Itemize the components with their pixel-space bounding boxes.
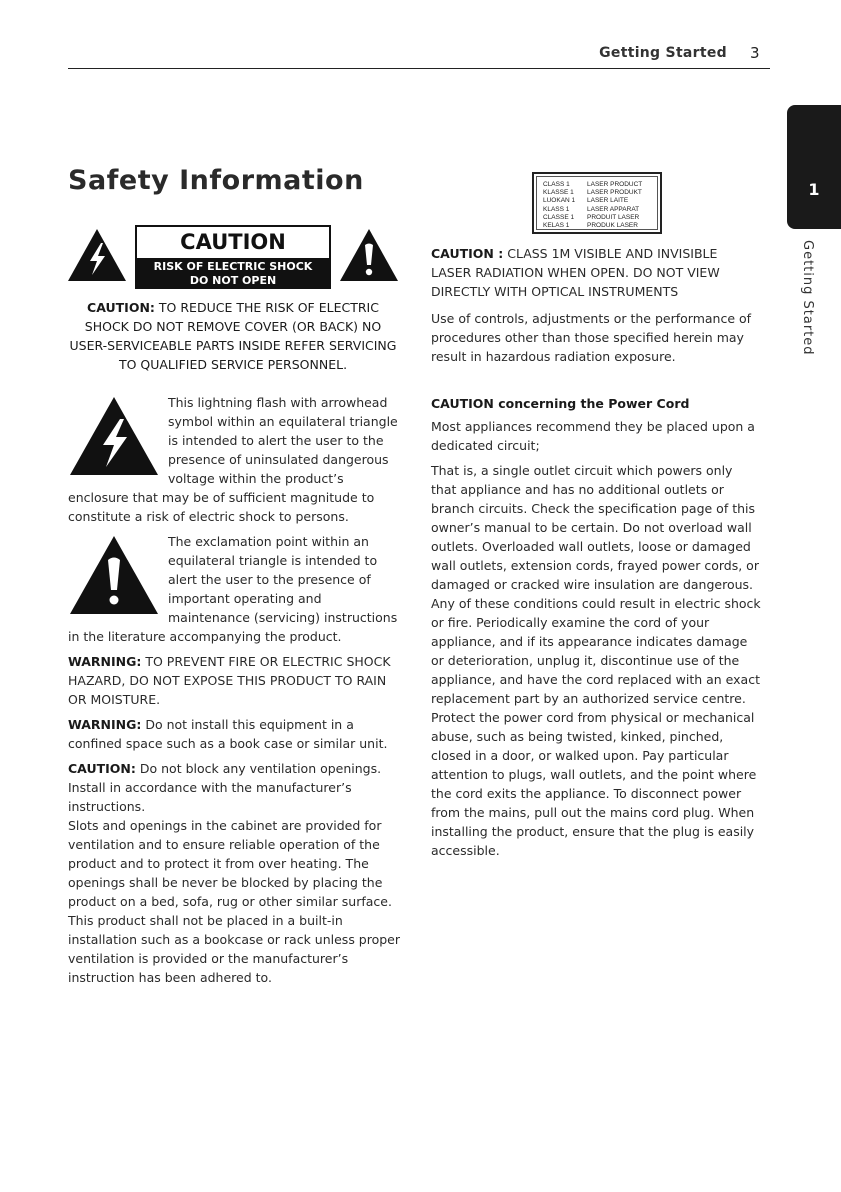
chapter-tab: [787, 105, 841, 229]
warning-rain-label: WARNING:: [68, 654, 142, 669]
laser-label-text: [536, 176, 658, 230]
exclamation-symbol-text: The exclamation point within an equilateral triangle is intended to alert the user to the presence of important operating and maintenance (servicing) instructions in the literature accompanying the product.: [68, 534, 398, 644]
header-divider: [68, 68, 770, 69]
laser-label-row: [543, 181, 651, 189]
laser-label-type: LASER PRODUKT: [587, 189, 642, 197]
power-cord-body: That is, a single outlet circuit which powers only that appliance and has no additional outlets or branch circuits. Check the specification page of this owner’s manual to be certain. Do not overload wall outlets. Overloaded wall outlets, loose or damaged wall outlets, extension cords, frayed power cords, or damaged or cracked wire insulation are dangerous. Any of these conditions could result in electric shock or fire. Periodically examine the cord of your appliance, and if its appearance indicates damage or deterioration, unplug it, discontinue use of the appliance, and have the cord replaced with an exact replacement part by an authorized service centre. Protect the power cord from physical or mechanical abuse, such as being twisted, kinked, pinched, closed in a door, or walked upon. Pay particular attention to plugs, wall outlets, and the point where the cord exits the appliance. To disconnect power from the mains, pull out the mains cord plug. When installing the product, ensure that the plug is easily accessible.: [431, 463, 761, 858]
laser-label-class: KLASS 1: [543, 205, 570, 213]
left-column: [68, 393, 400, 993]
lightning-warning-icon: [68, 229, 126, 281]
laser-label-class: CLASSE 1: [543, 213, 575, 221]
exclamation-warning-icon: [340, 229, 398, 281]
caution-ventilation-body: Do not block any ventilation openings. Install in accordance with the manufacturer’s instructions.: [68, 761, 382, 814]
caution-heading: CAUTION: [137, 227, 329, 258]
laser-caution-body: CLASS 1M VISIBLE AND INVISIBLE LASER RADIATION WHEN OPEN. DO NOT VIEW DIRECTLY WITH OPTICAL INSTRUMENTS: [431, 246, 720, 299]
power-cord-intro: Most appliances recommend they be placed upon a dedicated circuit;: [431, 419, 755, 453]
controls-paragraph: Use of controls, adjustments or the performance of procedures other than those specified herein may result in hazardous radiation exposure.: [431, 311, 752, 364]
exclamation-symbol-icon: [70, 536, 158, 614]
caution-statement: [68, 298, 398, 374]
laser-label-type: LASER APPARAT: [587, 205, 640, 213]
warning-confined-paragraph: [68, 715, 400, 753]
lightning-symbol-text: This lightning flash with arrowhead symbol within an equilateral triangle is intended to alert the user to the presence of uninsulated dangerous voltage within the product’s enclosure that may be of sufficient magnitude to constitute a risk of electric shock to persons.: [68, 395, 398, 524]
laser-class-label: [532, 172, 662, 234]
laser-label-class: CLASS 1: [543, 181, 570, 188]
caution-sub-line1: RISK OF ELECTRIC SHOCK: [153, 260, 313, 273]
warning-rain-body: TO PREVENT FIRE OR ELECTRIC SHOCK HAZARD, DO NOT EXPOSE THIS PRODUCT TO RAIN OR MOISTURE.: [68, 654, 391, 707]
caution-statement-body: TO REDUCE THE RISK OF ELECTRIC SHOCK DO NOT REMOVE COVER (OR BACK) NO USER-SERVICEABLE PARTS INSIDE REFER SERVICING TO QUALIFIED SERVICE PERSONNEL.: [69, 300, 397, 372]
laser-label-row: [543, 206, 651, 214]
warning-confined-body: Do not install this equipment in a confined space such as a book case or similar unit.: [68, 717, 388, 751]
laser-label-type: PRODUK LASER: [587, 222, 638, 230]
laser-label-row: [543, 197, 651, 205]
laser-label-row: [543, 214, 651, 222]
caution-subtext: [137, 258, 329, 287]
laser-label-class: KLASSE 1: [543, 189, 574, 197]
laser-label-row: [543, 189, 651, 197]
laser-label-type: PRODUIT LASER: [587, 213, 640, 221]
caution-ventilation-paragraph: [68, 759, 400, 816]
header-section-title: Getting Started: [599, 45, 727, 61]
right-column: [431, 244, 761, 866]
caution-label-box: [135, 225, 331, 289]
chapter-number: 1: [808, 180, 820, 199]
caution-ventilation-label: CAUTION:: [68, 761, 136, 776]
warning-confined-label: WARNING:: [68, 717, 142, 732]
power-cord-heading: CAUTION concerning the Power Cord: [431, 396, 690, 411]
lightning-symbol-icon: [70, 397, 158, 475]
laser-label-row: [543, 222, 651, 230]
caution-banner: [68, 225, 398, 293]
warning-rain-paragraph: [68, 652, 400, 709]
page-number: 3: [750, 44, 760, 62]
laser-caution-paragraph: [431, 244, 761, 301]
laser-label-class: LUOKAN 1: [543, 197, 576, 205]
laser-label-type: LASER PRODUCT: [587, 181, 643, 188]
laser-label-type: LASER LAITE: [587, 197, 629, 205]
slots-paragraph: Slots and openings in the cabinet are provided for ventilation and to ensure reliable operation of the product and to protect it from over heating. The openings shall be never be blocked by placing the product on a bed, sofa, rug or other similar surface. This product shall not be placed in a built-in installation such as a bookcase or rack unless proper ventilation is provided or the manufacturer’s instruction has been adhered to.: [68, 818, 401, 985]
page-title: Safety Information: [68, 165, 364, 196]
laser-label-class: KELAS 1: [543, 222, 570, 230]
chapter-label: Getting Started: [800, 240, 815, 356]
laser-caution-label: CAUTION :: [431, 246, 504, 261]
caution-sub-line2: DO NOT OPEN: [189, 274, 277, 287]
caution-statement-label: CAUTION:: [87, 300, 155, 315]
